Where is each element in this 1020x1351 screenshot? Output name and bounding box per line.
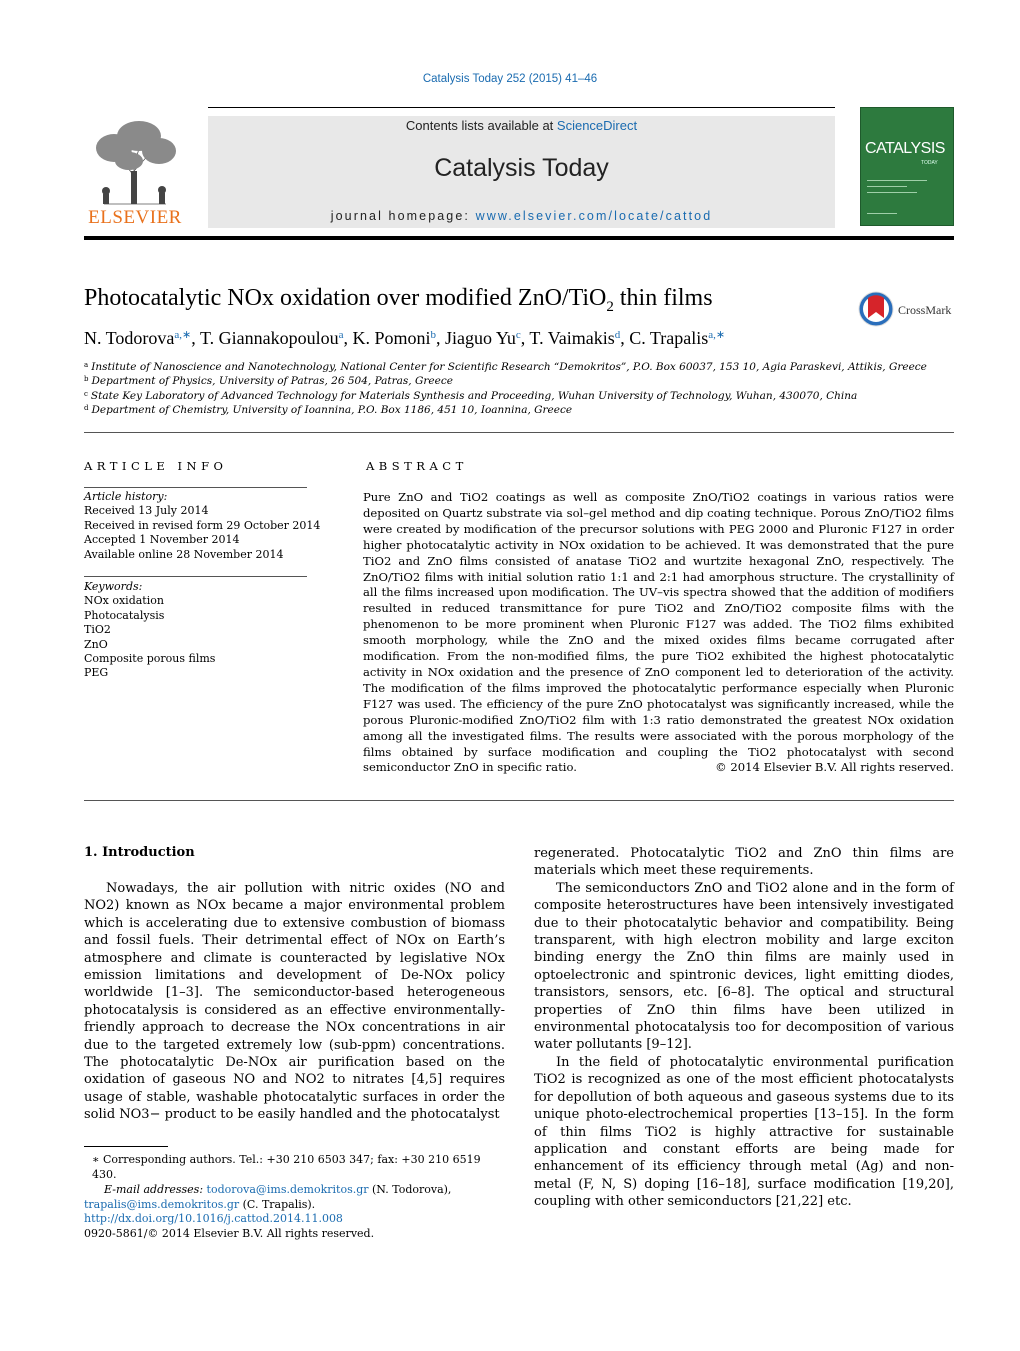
abstract-copyright: © 2014 Elsevier B.V. All rights reserved. — [715, 760, 954, 774]
journal-name: Catalysis Today — [434, 154, 609, 182]
abstract-heading: ABSTRACT — [366, 459, 468, 473]
cover-subtitle: TODAY — [921, 160, 938, 166]
elsevier-tree-icon — [84, 116, 186, 208]
issn-line: 0920-5861/© 2014 Elsevier B.V. All rights reserved. — [84, 1227, 375, 1240]
keyword-item: PEG — [84, 666, 109, 680]
body-column-left — [84, 880, 505, 1124]
email-line — [84, 1182, 505, 1197]
corresponding-line: ∗ Corresponding authors. Tel.: +30 210 6503 347; fax: +30 210 6519 430. — [92, 1153, 481, 1181]
author-affil-marker[interactable]: a,∗ — [174, 329, 192, 341]
affiliation — [84, 404, 572, 416]
affiliation-marker: d — [84, 404, 89, 412]
cover-decoration — [867, 186, 907, 187]
crossmark-badge[interactable] — [857, 290, 957, 330]
email-owner: (C. Trapalis). — [239, 1198, 316, 1211]
affiliation — [84, 390, 857, 402]
cover-title: CATALYSIS — [865, 140, 945, 157]
paragraph: Nowadays, the air pollution with nitric oxides (NO and NO2) known as NOx became a major environmental problem which is accelerating due to extensive combustion of biomass and fossil fuels. Their detrimental effect of NOx on Earth’s atmosphere and climate is counteracted by legislative NOx emission limitations and development of De-NOx policy worldwide [1–3]. The semiconductor-based heterogeneous photocatalysis is considered as an effective environmentally-friendly approach to decrease the NOx concentrations in air due to the targeted extremely low (sub-ppm) concentrations. The photocatalytic De-NOx air purification based on the oxidation of gaseous NO and NO2 to nitrates [4,5] requires usage of stable, washable photocatalytic surfaces in order the solid NO3− product to be easily handled and the photocatalyst — [84, 881, 505, 1123]
affiliation-text: Department of Chemistry, University of Ioannina, P.O. Box 1186, 451 10, Ioannina, Greece — [91, 404, 573, 416]
email-label: E-mail addresses: — [104, 1183, 207, 1196]
header-top-rule — [208, 107, 835, 108]
homepage-line — [208, 209, 835, 223]
contents-prefix: Contents lists available at — [405, 118, 557, 133]
author-name[interactable]: T. Vaimakis — [529, 328, 615, 348]
journal-masthead — [208, 116, 835, 228]
footnote-rule — [84, 1146, 168, 1147]
divider — [84, 800, 954, 801]
email-link[interactable]: todorova@ims.demokritos.gr — [206, 1183, 369, 1196]
header-thick-rule — [84, 236, 954, 240]
elsevier-wordmark: ELSEVIER — [88, 207, 182, 228]
keyword-item: ZnO — [84, 637, 108, 651]
history-item: Received 13 July 2014 — [84, 504, 209, 518]
author-list: N. Todorova$^{a,∗}$, T. Giannakopoulou$^a$, K. Pomoni$^b$, Jiaguo Yu$^c$, T. Vaimakis$^d$, C. Trapalis$^{a,∗}$ — [84, 328, 726, 348]
author-name[interactable]: C. Trapalis — [629, 328, 709, 348]
author-affil-marker[interactable]: c — [515, 329, 521, 341]
author-affil-marker[interactable]: a,∗ — [708, 329, 726, 341]
email-link[interactable]: trapalis@ims.demokritos.gr — [84, 1198, 240, 1211]
body-column-right — [534, 845, 954, 1211]
doi-block — [84, 1211, 374, 1241]
paragraph: regenerated. Photocatalytic TiO2 and ZnO thin films are materials which meet these requirements. — [534, 846, 954, 879]
corresponding-author-footnote — [84, 1152, 505, 1212]
affiliation-marker: b — [84, 375, 89, 383]
email-line — [84, 1197, 505, 1212]
divider — [84, 487, 307, 488]
affiliation-marker: a — [84, 361, 89, 369]
abstract-body: Pure ZnO and TiO2 coatings as well as composite ZnO/TiO2 coatings in various ratios were deposited on Quartz substrate via sol–gel method and dip coating technique. Porous ZnO/TiO2 films were created by modification of the precursor solutions with PEG 2000 and Pluronic F127 in order higher photocatalytic activity in NOx oxidation to be achieved. It was demonstrated that the pure TiO2 and ZnO films consisted of anatase TiO2 and wurtzite hexagonal ZnO, respectively. The ZnO/TiO2 films with initial solution ratio 1:1 and 2:1 had amorphous structure. The crystallinity of all the films increased upon modification. The UV–vis spectra showed that the addition of modifiers resulted in reduced transmittance for pure TiO2 and ZnO/TiO2 composite films with the phenomenon to be more prominent when Pluronic F127 was added. The TiO2 films exhibited smooth morphology, while the ZnO and the mixed oxides films became corrugated after modification. From the non-modified films, the pure TiO2 exhibited the highest photocatalytic activity in NOx oxidation and the presence of ZnO component led to deterioration of the activity. The modification of the films improved the photocatalytic performance especially when Pluronic F127 was used. The efficiency of the pure ZnO photocatalyst was significantly increased, while the porous Pluronic-modified ZnO/TiO2 film with 1:3 ratio demonstrated the greatest NOx oxidation among all the investigated films. The results were associated with the porous morphology of the films obtained by surface modification and coupling the TiO2 photocatalyst with second semiconductor ZnO in specific ratio. — [363, 490, 954, 775]
article-info-heading: ARTICLE INFO — [84, 459, 228, 473]
cover-decoration — [867, 180, 927, 181]
affiliation-marker: c — [84, 390, 88, 398]
section-heading-introduction: 1. Introduction — [84, 845, 195, 860]
history-item: Received in revised form 29 October 2014 — [84, 518, 321, 532]
cover-decoration — [867, 213, 897, 214]
journal-cover-thumbnail[interactable] — [860, 107, 954, 226]
author-name[interactable]: Jiaguo Yu — [445, 328, 516, 348]
author-name[interactable]: T. Giannakopoulou — [199, 328, 339, 348]
history-label: Article history: — [84, 490, 168, 503]
affiliation-text: Department of Physics, University of Patras, 26 504, Patras, Greece — [91, 375, 453, 387]
divider — [84, 432, 954, 433]
keyword-item: TiO2 — [84, 623, 111, 637]
author-name[interactable]: N. Todorova — [84, 328, 175, 348]
doi-link[interactable]: http://dx.doi.org/10.1016/j.cattod.2014.11.008 — [84, 1212, 343, 1225]
email-owner: (N. Todorova), — [368, 1183, 452, 1196]
affiliation-text: Institute of Nanoscience and Nanotechnology, National Center for Scientific Research “Demokritos”, P.O. Box 60037, 153 10, Agia Paraskevi, Attikis, Greece — [91, 361, 927, 373]
sciencedirect-link[interactable]: ScienceDirect — [556, 118, 638, 133]
title-subscript: 2 — [606, 298, 614, 315]
keywords-label: Keywords: — [84, 580, 143, 593]
contents-line — [208, 118, 835, 133]
affiliation-text: State Key Laboratory of Advanced Technology for Materials Synthesis and Proceeding, Wuhan University of Technology, Wuhan, 430070, China — [90, 390, 858, 402]
history-item: Available online 28 November 2014 — [84, 547, 284, 561]
title-part1: Photocatalytic NOx oxidation over modified ZnO/TiO — [84, 285, 607, 311]
divider — [84, 576, 307, 577]
affiliation — [84, 361, 927, 373]
keyword-item: Photocatalysis — [84, 608, 165, 622]
journal-reference[interactable]: Catalysis Today 252 (2015) 41–46 — [422, 73, 598, 85]
keyword-item: NOx oxidation — [84, 594, 164, 608]
paragraph: The semiconductors ZnO and TiO2 alone and in the form of composite heterostructures have been intensively investigated due to their photocatalytic behavior and compatibility. Being transparent, with high electron mobility and large exciton binding energy the ZnO thin films are mainly used in optoelectronic and spintronic devices, light emitting diodes, transistors, sensors, etc. [6–8]. The optical and structural properties of ZnO thin films have been utilized in environmental photocatalysis too for decomposition of various water pollutants [9–12]. — [534, 880, 954, 1053]
author-affil-marker[interactable]: d — [614, 329, 621, 341]
affiliation — [84, 375, 453, 387]
article-history — [84, 490, 320, 562]
homepage-prefix: journal homepage: — [330, 209, 476, 223]
elsevier-logo[interactable] — [84, 116, 186, 228]
author-affil-marker[interactable]: b — [430, 329, 436, 341]
cover-decoration — [867, 192, 917, 193]
keywords — [84, 580, 215, 681]
title-part2: thin films — [613, 285, 713, 311]
author-affil-marker[interactable]: a — [338, 329, 344, 341]
keyword-item: Composite porous films — [84, 652, 216, 666]
homepage-link[interactable]: www.elsevier.com/locate/cattod — [475, 209, 713, 223]
paragraph: In the field of photocatalytic environmental purification TiO2 is recognized as one of the most efficient photocatalysts for depollution of both aqueous and gaseous systems due to its unique photo-electrochemical properties [13–15]. In the form of thin films TiO2 is highly attractive for sustainable application and constant efforts are being made for enhancement of its efficiency through metal (Ag) and non-metal (F, N, S) doping [16–18], surface modification [19,20], coupling with other semiconductors [21,22] etc. — [534, 1054, 954, 1210]
article-title — [84, 285, 713, 316]
crossmark-icon — [857, 290, 895, 328]
author-name[interactable]: K. Pomoni — [352, 328, 431, 348]
history-item: Accepted 1 November 2014 — [84, 533, 240, 547]
crossmark-label: CrossMark — [898, 303, 952, 317]
